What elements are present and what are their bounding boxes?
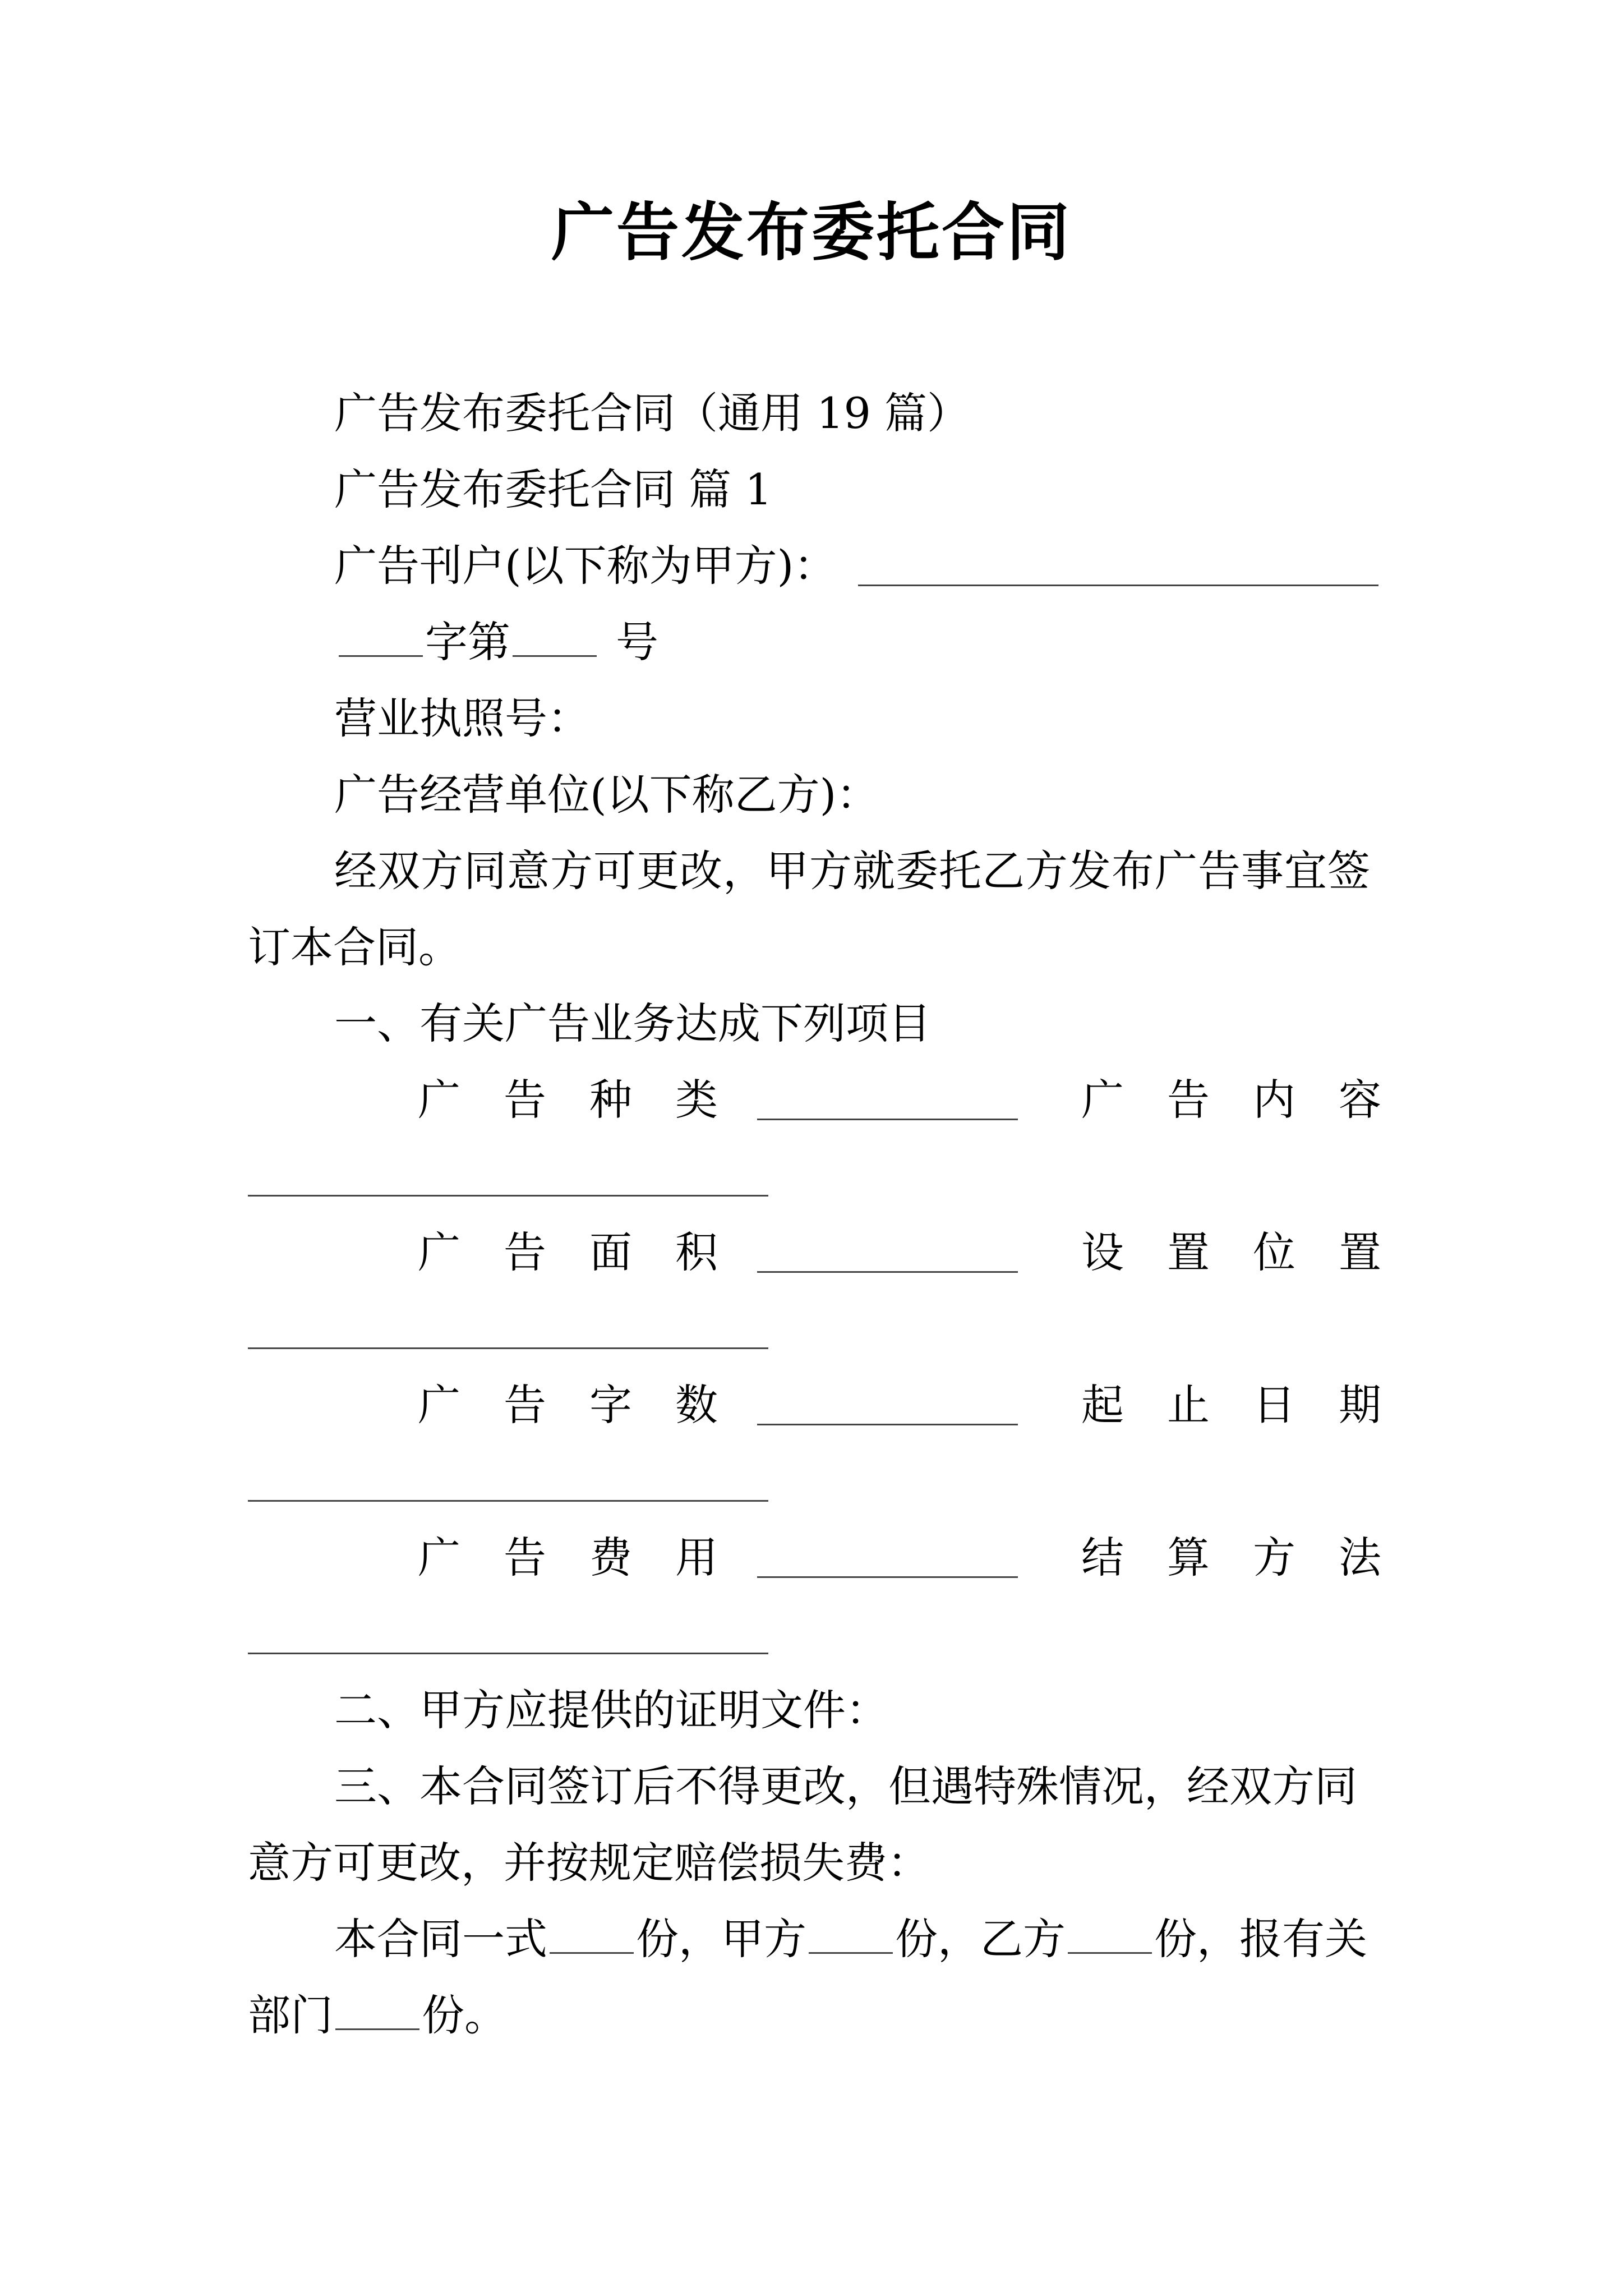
copies-party-a-blank	[809, 1915, 893, 1954]
item-dates-blank	[248, 1500, 768, 1502]
reg-blank-1	[339, 618, 423, 657]
copies-dept-blank	[335, 1991, 419, 2030]
copies-text-2: 份，甲方	[636, 1914, 806, 1964]
reg-blank-2	[513, 618, 597, 657]
item-fee-blank	[757, 1576, 1018, 1578]
item-wordcount-blank	[757, 1424, 1018, 1425]
party-a-row	[334, 538, 836, 594]
party-a-blank	[858, 585, 1378, 586]
license-label: 营业执照号：	[334, 693, 590, 743]
copies-text-6: 份。	[422, 1990, 507, 2040]
item-fee-label: 广 告 费 用	[418, 1533, 718, 1582]
copies-text-5: 部门	[248, 1990, 333, 2040]
item-dates-label: 起 止 日 期	[1081, 1380, 1381, 1430]
item-settlement-blank	[248, 1653, 768, 1654]
item-area-label: 广 告 面 积	[418, 1227, 718, 1277]
copies-total-blank	[550, 1915, 634, 1954]
item-content-label: 广 告 内 容	[1081, 1075, 1381, 1125]
reg-part2: 号	[616, 617, 658, 667]
item-type-label: 广 告 种 类	[418, 1075, 718, 1125]
subtitle: 广告发布委托合同（通用 19 篇）	[334, 388, 970, 438]
item-area-blank	[757, 1271, 1018, 1273]
item-wordcount-label: 广 告 字 数	[418, 1380, 718, 1430]
copies-text-1: 本合同一式	[334, 1914, 547, 1964]
copies-line-2	[248, 1987, 507, 2044]
item-type-blank	[757, 1119, 1018, 1120]
copies-text-3: 份，乙方	[895, 1914, 1066, 1964]
reg-part1: 字第	[425, 617, 510, 667]
clause-2: 二、甲方应提供的证明文件：	[334, 1685, 888, 1735]
item-settlement-label: 结 算 方 法	[1081, 1533, 1381, 1582]
copies-line-1	[334, 1911, 1367, 1967]
item-position-blank	[248, 1347, 768, 1349]
section-heading: 广告发布委托合同 篇 1	[334, 464, 772, 514]
intro-line-1: 经双方同意方可更改，甲方就委托乙方发布广告事宜签	[334, 846, 1371, 896]
party-b-label: 广告经营单位(以下称乙方)：	[334, 770, 879, 820]
item-position-label: 设 置 位 置	[1081, 1227, 1381, 1277]
clause-1-heading: 一、有关广告业务达成下列项目	[334, 999, 931, 1048]
copies-text-4: 份，报有关	[1154, 1914, 1367, 1964]
copies-party-b-blank	[1068, 1915, 1152, 1954]
party-a-label: 广告刊户(以下称为甲方)：	[334, 541, 837, 591]
clause-3-line-1: 三、本合同签订后不得更改，但遇特殊情况，经双方同	[334, 1761, 1357, 1811]
item-content-blank	[248, 1195, 768, 1197]
intro-line-2: 订本合同。	[248, 922, 461, 972]
clause-3-line-2: 意方可更改，并按规定赔偿损失费：	[248, 1838, 930, 1888]
registration-row	[336, 614, 658, 670]
document-title: 广告发布委托合同	[551, 196, 1072, 269]
